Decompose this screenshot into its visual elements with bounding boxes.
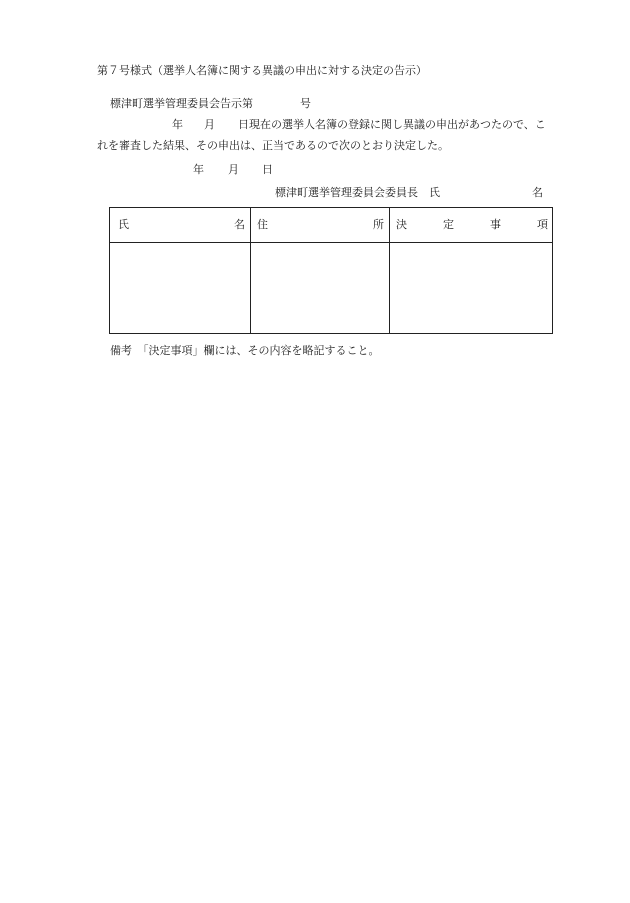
- header-name-right: 名: [234, 218, 245, 231]
- form-title: 第７号様式（選挙人名簿に関する異議の申出に対する決定の告示）: [97, 64, 427, 77]
- chairman-name-label: 名: [532, 186, 543, 199]
- header-address-left: 住: [257, 218, 268, 231]
- body-text-line2: れを審査した結果、その申出は、正当であるので次のとおり決定した。: [97, 139, 449, 152]
- header-decision-char: 決: [396, 218, 407, 231]
- address-cell[interactable]: [251, 243, 389, 333]
- decision-cell[interactable]: [390, 243, 552, 333]
- body-text-line1: 日現在の選挙人名簿の登録に関し異議の申出があつたので、こ: [238, 118, 546, 131]
- header-name-left: 氏: [118, 218, 129, 231]
- decision-table: [109, 207, 553, 334]
- chairman-title: 標津町選挙管理委員会委員長 氏: [275, 186, 440, 199]
- decision-month-label: 月: [228, 163, 239, 176]
- notice-number-suffix: 号: [300, 97, 311, 110]
- body-month-label: 月: [204, 118, 215, 131]
- decision-day-label: 日: [262, 163, 273, 176]
- header-decision-char: 事: [490, 218, 501, 231]
- notice-heading: 標津町選挙管理委員会告示第: [110, 97, 253, 110]
- name-cell[interactable]: [110, 243, 250, 333]
- header-decision-char: 項: [537, 218, 548, 231]
- body-year-label: 年: [172, 118, 183, 131]
- header-address-right: 所: [373, 218, 384, 231]
- remarks-note: 備考 「決定事項」欄には、その内容を略記すること。: [110, 344, 380, 357]
- header-decision-char: 定: [443, 218, 454, 231]
- decision-year-label: 年: [193, 163, 204, 176]
